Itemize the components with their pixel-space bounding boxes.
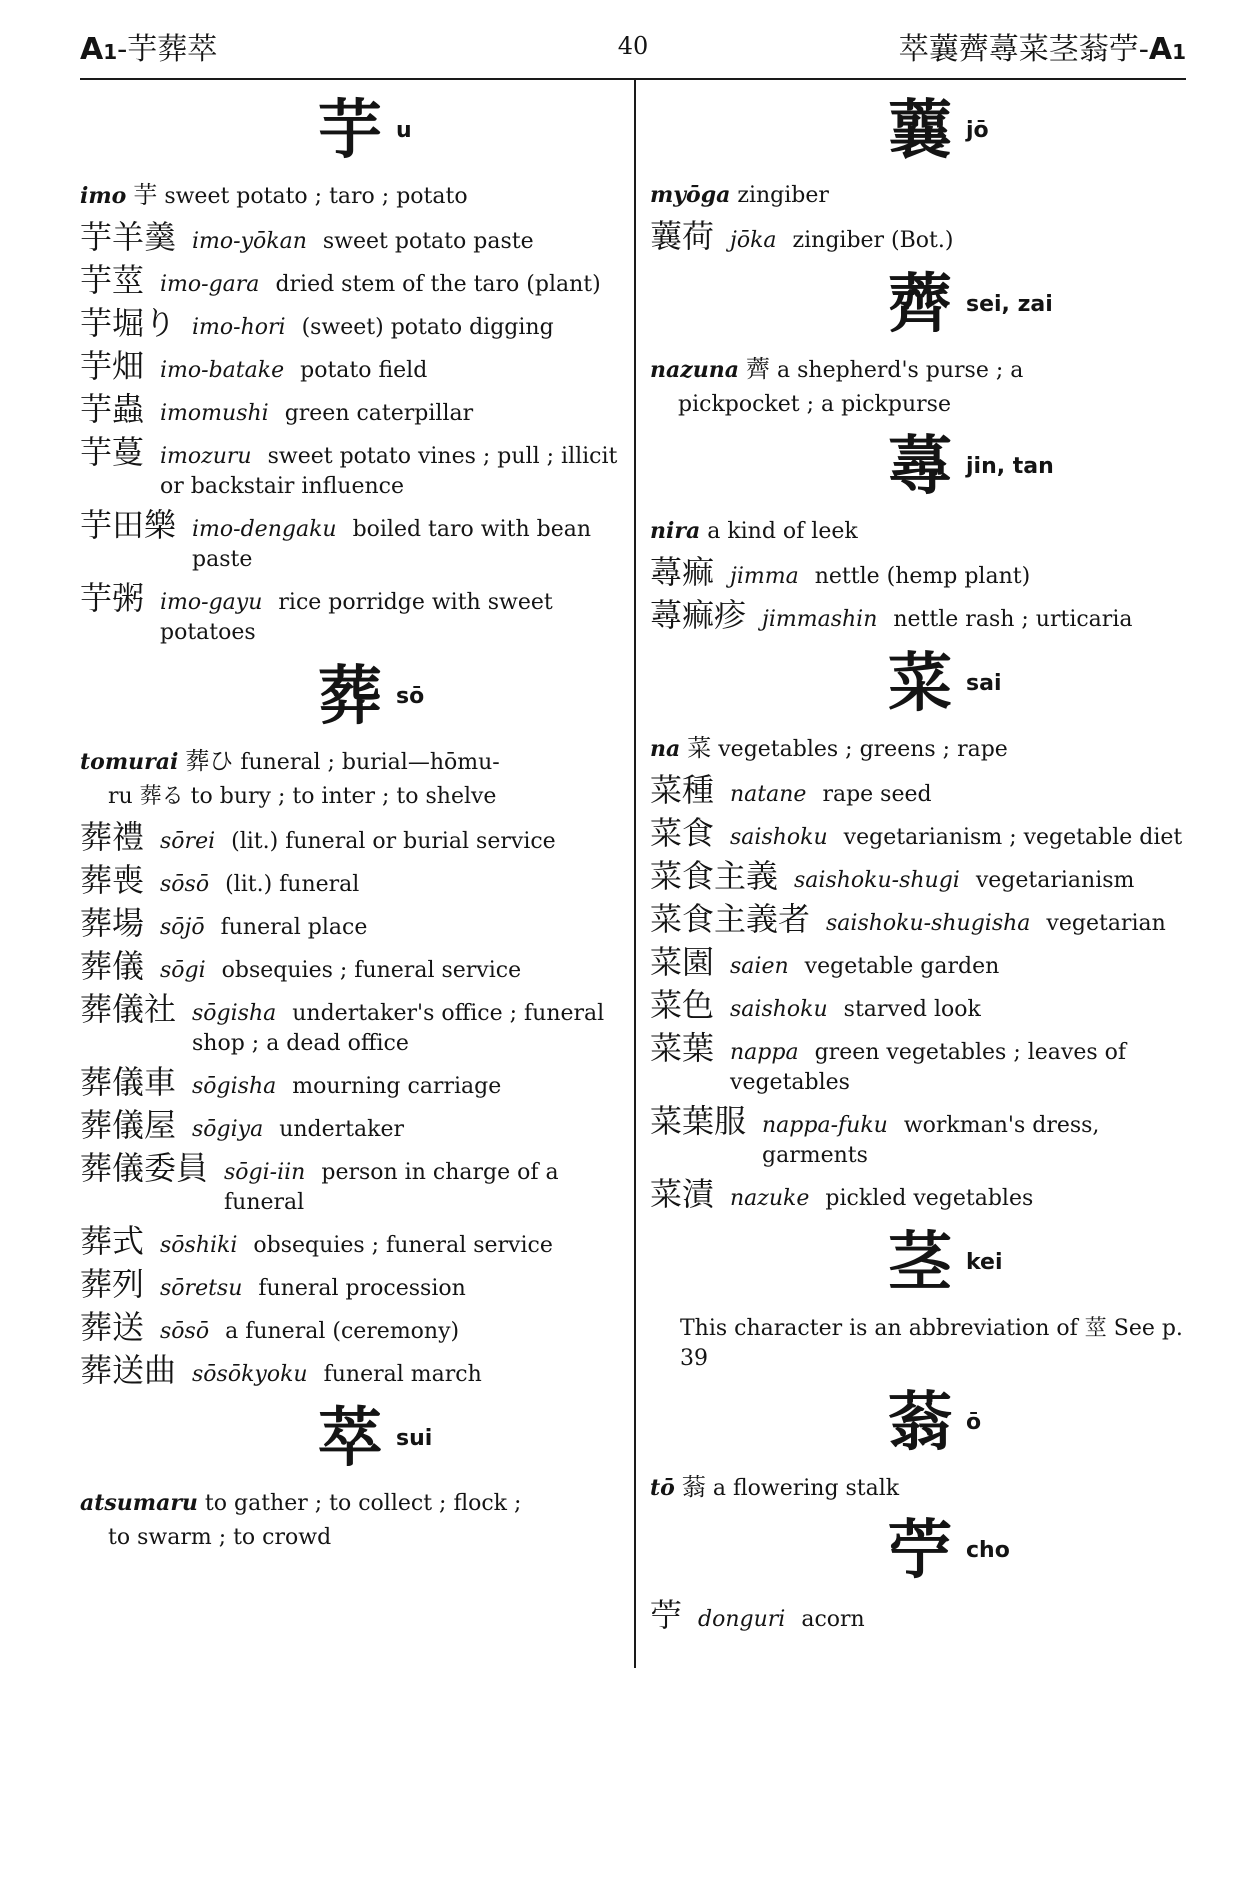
headword-kanji: 萃	[318, 1401, 382, 1476]
entry-romaji: sōretsu	[160, 1276, 243, 1301]
entry-body	[160, 956, 620, 986]
entry-body	[160, 356, 620, 386]
headword	[80, 1398, 620, 1480]
dictionary-section	[650, 643, 1190, 1214]
kun-word: nazuna	[650, 357, 739, 383]
entry-body	[160, 913, 620, 943]
dictionary-entry	[650, 1102, 1190, 1171]
headword-kanji: 蕁	[888, 429, 952, 504]
dictionary-entry	[650, 596, 1190, 635]
kun-word: nira	[650, 518, 701, 544]
entry-meaning: sweet potato paste	[322, 229, 534, 254]
kun-reading-line	[650, 1470, 1190, 1506]
entry-meaning: funeral procession	[258, 1276, 466, 1301]
entry-meaning: vegetable garden	[804, 954, 1000, 979]
dictionary-entry	[80, 390, 620, 429]
entry-romaji: sōsō	[160, 1319, 210, 1344]
entry-romaji: imo-batake	[160, 358, 285, 383]
dictionary-entry	[80, 861, 620, 900]
entry-body	[730, 952, 1190, 982]
headword-reading: u	[396, 118, 412, 143]
entry-meaning: obsequies ; funeral service	[221, 958, 522, 983]
dictionary-section	[650, 1510, 1190, 1635]
kun-meaning: a flowering stalk	[712, 1476, 900, 1501]
kun-meaning: sweet potato ; taro ; potato	[164, 184, 468, 209]
dictionary-entry	[650, 986, 1190, 1025]
entry-meaning: potato field	[300, 358, 428, 383]
dictionary-entry	[80, 1308, 620, 1347]
entry-romaji: sōgisha	[192, 1001, 277, 1026]
dictionary-entry	[650, 1596, 1190, 1635]
entry-meaning: vegetarianism	[975, 868, 1135, 893]
dictionary-section	[650, 264, 1190, 422]
entry-body	[160, 1274, 620, 1304]
kun-reading-line	[650, 731, 1190, 767]
entry-romaji: saien	[730, 954, 789, 979]
entry-meaning: (lit.) funeral or burial service	[231, 829, 556, 854]
dictionary-entry	[80, 261, 620, 300]
entry-kanji: 葬場	[80, 904, 145, 942]
right-column	[650, 90, 1190, 1643]
entry-meaning: person in charge of a funeral	[224, 1160, 559, 1215]
entry-romaji: jimma	[730, 564, 799, 589]
entry-meaning: green vegetables ; leaves of vegetables	[730, 1040, 1127, 1095]
headword	[650, 1510, 1190, 1592]
entry-romaji: sōshiki	[160, 1233, 238, 1258]
entry-romaji: sōrei	[160, 829, 216, 854]
headword	[650, 1222, 1190, 1304]
header-left-tag: A1	[80, 32, 118, 67]
entry-kanji: 芋羊羹	[80, 218, 177, 256]
entry-meaning: starved look	[843, 997, 981, 1022]
entry-body	[826, 909, 1190, 939]
headword-kanji: 苧	[888, 1513, 952, 1588]
entry-kanji: 苧	[650, 1596, 683, 1634]
header-right-tag: A1	[1148, 32, 1186, 67]
dictionary-entry	[80, 1351, 620, 1390]
entry-romaji: imo-dengaku	[192, 517, 337, 542]
header-left-chars: -芋葬萃	[117, 32, 218, 67]
entry-body	[160, 870, 620, 900]
dictionary-entry	[650, 1029, 1190, 1098]
kun-meaning: vegetables ; greens ; rape	[718, 737, 1008, 762]
kun-word: myōga	[650, 182, 731, 208]
entry-kanji: 芋畑	[80, 347, 145, 385]
entry-body	[192, 227, 620, 257]
entry-body	[698, 1605, 1190, 1635]
entry-kanji: 菜色	[650, 986, 715, 1024]
entry-meaning: boiled taro with bean paste	[192, 517, 592, 572]
headword	[650, 264, 1190, 346]
entry-romaji: sōgisha	[192, 1074, 277, 1099]
entry-body	[160, 1317, 620, 1347]
kun-kanji: 菜	[687, 734, 712, 762]
dictionary-entry	[650, 771, 1190, 810]
entry-kanji: 菜葉	[650, 1029, 715, 1067]
entry-romaji: sōgi-iin	[224, 1160, 306, 1185]
entry-meaning: mourning carriage	[292, 1074, 502, 1099]
entry-meaning: zingiber (Bot.)	[792, 228, 954, 253]
entry-kanji: 葬儀車	[80, 1063, 177, 1101]
kun-meaning-continued: pickpocket ; a pickpurse	[678, 392, 951, 417]
headword-kanji: 茎	[888, 1225, 952, 1300]
kun-kanji: 葬ひ	[185, 747, 234, 775]
dictionary-entry	[650, 217, 1190, 256]
entry-body	[794, 866, 1190, 896]
kun-meaning-continued: to swarm ; to crowd	[108, 1525, 332, 1550]
entry-romaji: saishoku	[730, 825, 828, 850]
kun-meaning: a shepherd's purse ; a	[777, 358, 1024, 383]
entry-meaning: rice porridge with sweet potatoes	[160, 590, 553, 645]
entry-meaning: funeral place	[220, 915, 368, 940]
entry-body	[160, 399, 620, 429]
entry-kanji: 葬列	[80, 1265, 145, 1303]
entry-meaning: pickled vegetables	[825, 1186, 1034, 1211]
dictionary-section	[650, 90, 1190, 256]
dictionary-entry	[80, 433, 620, 502]
dictionary-section	[650, 426, 1190, 635]
dictionary-entry	[80, 1063, 620, 1102]
headword-reading: sō	[396, 684, 425, 709]
header-right-chars: 萃蘘薺蕁菜茎蓊苧-	[898, 32, 1149, 67]
entry-kanji: 芋蟲	[80, 390, 145, 428]
entry-body	[762, 1111, 1190, 1171]
headword	[80, 656, 620, 738]
entry-kanji: 葬儀委員	[80, 1149, 209, 1187]
entry-meaning: obsequies ; funeral service	[253, 1233, 553, 1258]
headword-kanji: 葬	[318, 659, 382, 734]
entry-kanji: 菜葉服	[650, 1102, 747, 1140]
headword	[650, 90, 1190, 172]
headword	[650, 643, 1190, 725]
entry-body	[192, 313, 620, 343]
dictionary-entry	[650, 1175, 1190, 1214]
entry-kanji: 葬儀社	[80, 990, 177, 1028]
headword-reading: jin, tan	[966, 454, 1054, 479]
entry-kanji: 菜種	[650, 771, 715, 809]
headword-kanji: 芋	[318, 93, 382, 168]
entry-kanji: 葬送曲	[80, 1351, 177, 1389]
column-divider	[634, 78, 636, 1668]
kun-meaning: zingiber	[737, 183, 829, 208]
entry-kanji: 葬喪	[80, 861, 145, 899]
entry-body	[730, 562, 1190, 592]
entry-body	[160, 827, 620, 857]
headword-kanji: 菜	[888, 646, 952, 721]
entry-body	[192, 1072, 620, 1102]
entry-kanji: 蕁痲疹	[650, 596, 747, 634]
entry-kanji: 蕁痲	[650, 553, 715, 591]
headword-reading: ō	[966, 1410, 982, 1435]
headword-reading: sai	[966, 671, 1002, 696]
entry-romaji: sōsōkyoku	[192, 1362, 308, 1387]
entry-romaji: donguri	[698, 1607, 786, 1632]
entry-romaji: natane	[730, 782, 807, 807]
kun-word: atsumaru	[80, 1490, 198, 1516]
kun-word: imo	[80, 183, 127, 209]
headword	[80, 90, 620, 172]
headword	[650, 1382, 1190, 1464]
entry-kanji: 菜漬	[650, 1175, 715, 1213]
entry-meaning: sweet potato vines ; pull ; illicit or backstair influence	[160, 444, 618, 499]
entry-romaji: imozuru	[160, 444, 252, 469]
entry-body	[192, 1115, 620, 1145]
dictionary-section	[80, 656, 620, 1390]
kun-reading-line	[80, 1486, 620, 1555]
entry-meaning: (sweet) potato digging	[301, 315, 554, 340]
entry-body	[730, 780, 1190, 810]
entry-body	[730, 1184, 1190, 1214]
entry-romaji: nazuke	[730, 1186, 810, 1211]
dictionary-section	[650, 1222, 1190, 1374]
entry-kanji: 芋莖	[80, 261, 145, 299]
entry-kanji: 菜食	[650, 814, 715, 852]
entry-meaning: dried stem of the taro (plant)	[275, 272, 601, 297]
entry-kanji: 葬送	[80, 1308, 145, 1346]
entry-romaji: sōgi	[160, 958, 206, 983]
cross-reference-note: This character is an abbreviation of 莖 See p. 39	[680, 1316, 1183, 1371]
headword-reading: sui	[396, 1426, 433, 1451]
entry-meaning: (lit.) funeral	[225, 872, 360, 897]
entry-kanji: 芋粥	[80, 579, 145, 617]
dictionary-entry	[80, 818, 620, 857]
entry-romaji: saishoku-shugisha	[826, 911, 1031, 936]
entry-romaji: sōjō	[160, 915, 205, 940]
left-column	[80, 90, 620, 1559]
entry-romaji: imo-yōkan	[192, 229, 307, 254]
header-right	[899, 24, 1186, 68]
dictionary-entry	[80, 1222, 620, 1261]
entry-body	[730, 823, 1190, 853]
headword-reading: sei, zai	[966, 292, 1053, 317]
entry-body	[160, 1231, 620, 1261]
entry-romaji: jōka	[730, 228, 777, 253]
entry-kanji: 蘘荷	[650, 217, 715, 255]
entry-kanji: 菜食主義	[650, 857, 779, 895]
entry-romaji: nappa-fuku	[762, 1113, 888, 1138]
entry-body	[730, 226, 1190, 256]
dictionary-section	[80, 90, 620, 648]
kun-reading-line	[80, 178, 620, 214]
dictionary-entry	[650, 943, 1190, 982]
entry-body	[730, 1038, 1190, 1098]
entry-meaning: nettle rash ; urticaria	[893, 607, 1133, 632]
dictionary-entry	[650, 900, 1190, 939]
headword-kanji: 蓊	[888, 1385, 952, 1460]
kun-meaning: funeral ; burial—hōmu-	[240, 750, 500, 775]
dictionary-entry	[80, 947, 620, 986]
entry-romaji: jimmashin	[762, 607, 878, 632]
entry-body	[192, 999, 620, 1059]
dictionary-entry	[80, 990, 620, 1059]
entry-body	[160, 588, 620, 648]
dictionary-entry	[80, 218, 620, 257]
dictionary-entry	[80, 904, 620, 943]
kun-word: na	[650, 736, 681, 762]
entry-meaning: undertaker	[279, 1117, 404, 1142]
entry-body	[762, 605, 1190, 635]
dictionary-entry	[650, 857, 1190, 896]
entry-body	[224, 1158, 620, 1218]
entry-kanji: 菜園	[650, 943, 715, 981]
kun-meaning: a kind of leek	[707, 519, 858, 544]
entry-body	[192, 1360, 620, 1390]
dictionary-section	[650, 1382, 1190, 1506]
entry-meaning: vegetarianism ; vegetable diet	[843, 825, 1183, 850]
entry-body	[730, 995, 1190, 1025]
entry-meaning: a funeral (ceremony)	[225, 1319, 460, 1344]
dictionary-entry	[80, 347, 620, 386]
entry-romaji: imo-gara	[160, 272, 260, 297]
kun-reading-line	[80, 744, 620, 814]
kun-word: tomurai	[80, 749, 179, 775]
entry-meaning: acorn	[801, 1607, 865, 1632]
page-header	[80, 18, 1186, 80]
dictionary-entry	[80, 579, 620, 648]
entry-kanji: 芋蔓	[80, 433, 145, 471]
entry-kanji: 葬式	[80, 1222, 145, 1260]
entry-body	[192, 515, 620, 575]
kun-reading-line	[650, 514, 1190, 549]
headword-kanji: 蘘	[888, 93, 952, 168]
entry-romaji: nappa	[730, 1040, 799, 1065]
entry-body	[160, 442, 620, 502]
entry-kanji: 芋堀り	[80, 304, 177, 342]
entry-romaji: imomushi	[160, 401, 269, 426]
entry-meaning: workman's dress, garments	[762, 1113, 1100, 1168]
entry-meaning: undertaker's office ; funeral shop ; a dead office	[192, 1001, 605, 1056]
headword-kanji: 薺	[888, 267, 952, 342]
headword-reading: cho	[966, 1538, 1010, 1563]
entry-romaji: imo-hori	[192, 315, 286, 340]
entry-romaji: sōsō	[160, 872, 210, 897]
kun-meaning: to gather ; to collect ; flock ;	[204, 1491, 522, 1516]
headword-reading: kei	[966, 1250, 1003, 1275]
kun-meaning-continued: ru 葬る to bury ; to inter ; to shelve	[108, 784, 497, 809]
entry-meaning: nettle (hemp plant)	[814, 564, 1031, 589]
kun-kanji: 芋	[133, 181, 158, 209]
headword	[650, 426, 1190, 508]
dictionary-entry	[80, 506, 620, 575]
entry-kanji: 葬禮	[80, 818, 145, 856]
entry-romaji: imo-gayu	[160, 590, 263, 615]
entry-romaji: sōgiya	[192, 1117, 264, 1142]
dictionary-entry	[80, 1106, 620, 1145]
entry-kanji: 葬儀屋	[80, 1106, 177, 1144]
entry-kanji: 葬儀	[80, 947, 145, 985]
dictionary-entry	[650, 814, 1190, 853]
kun-reading-line	[650, 178, 1190, 213]
kun-kanji: 蓊	[681, 1473, 706, 1501]
dictionary-section	[80, 1398, 620, 1555]
kun-word: tō	[650, 1475, 675, 1501]
entry-kanji: 芋田樂	[80, 506, 177, 544]
dictionary-entry	[650, 553, 1190, 592]
kun-reading-line	[650, 352, 1190, 422]
entry-meaning: rape seed	[822, 782, 932, 807]
entry-romaji: saishoku	[730, 997, 828, 1022]
kun-kanji: 薺	[746, 355, 770, 383]
headword-reading: jō	[966, 118, 989, 143]
entry-meaning: green caterpillar	[284, 401, 474, 426]
page-number: 40	[617, 32, 649, 60]
dictionary-entry	[80, 1265, 620, 1304]
entry-romaji: saishoku-shugi	[794, 868, 960, 893]
entry-body	[160, 270, 620, 300]
dictionary-entry	[80, 1149, 620, 1218]
entry-kanji: 菜食主義者	[650, 900, 811, 938]
dictionary-entry	[80, 304, 620, 343]
entry-meaning: funeral march	[323, 1362, 482, 1387]
entry-meaning: vegetarian	[1046, 911, 1166, 936]
